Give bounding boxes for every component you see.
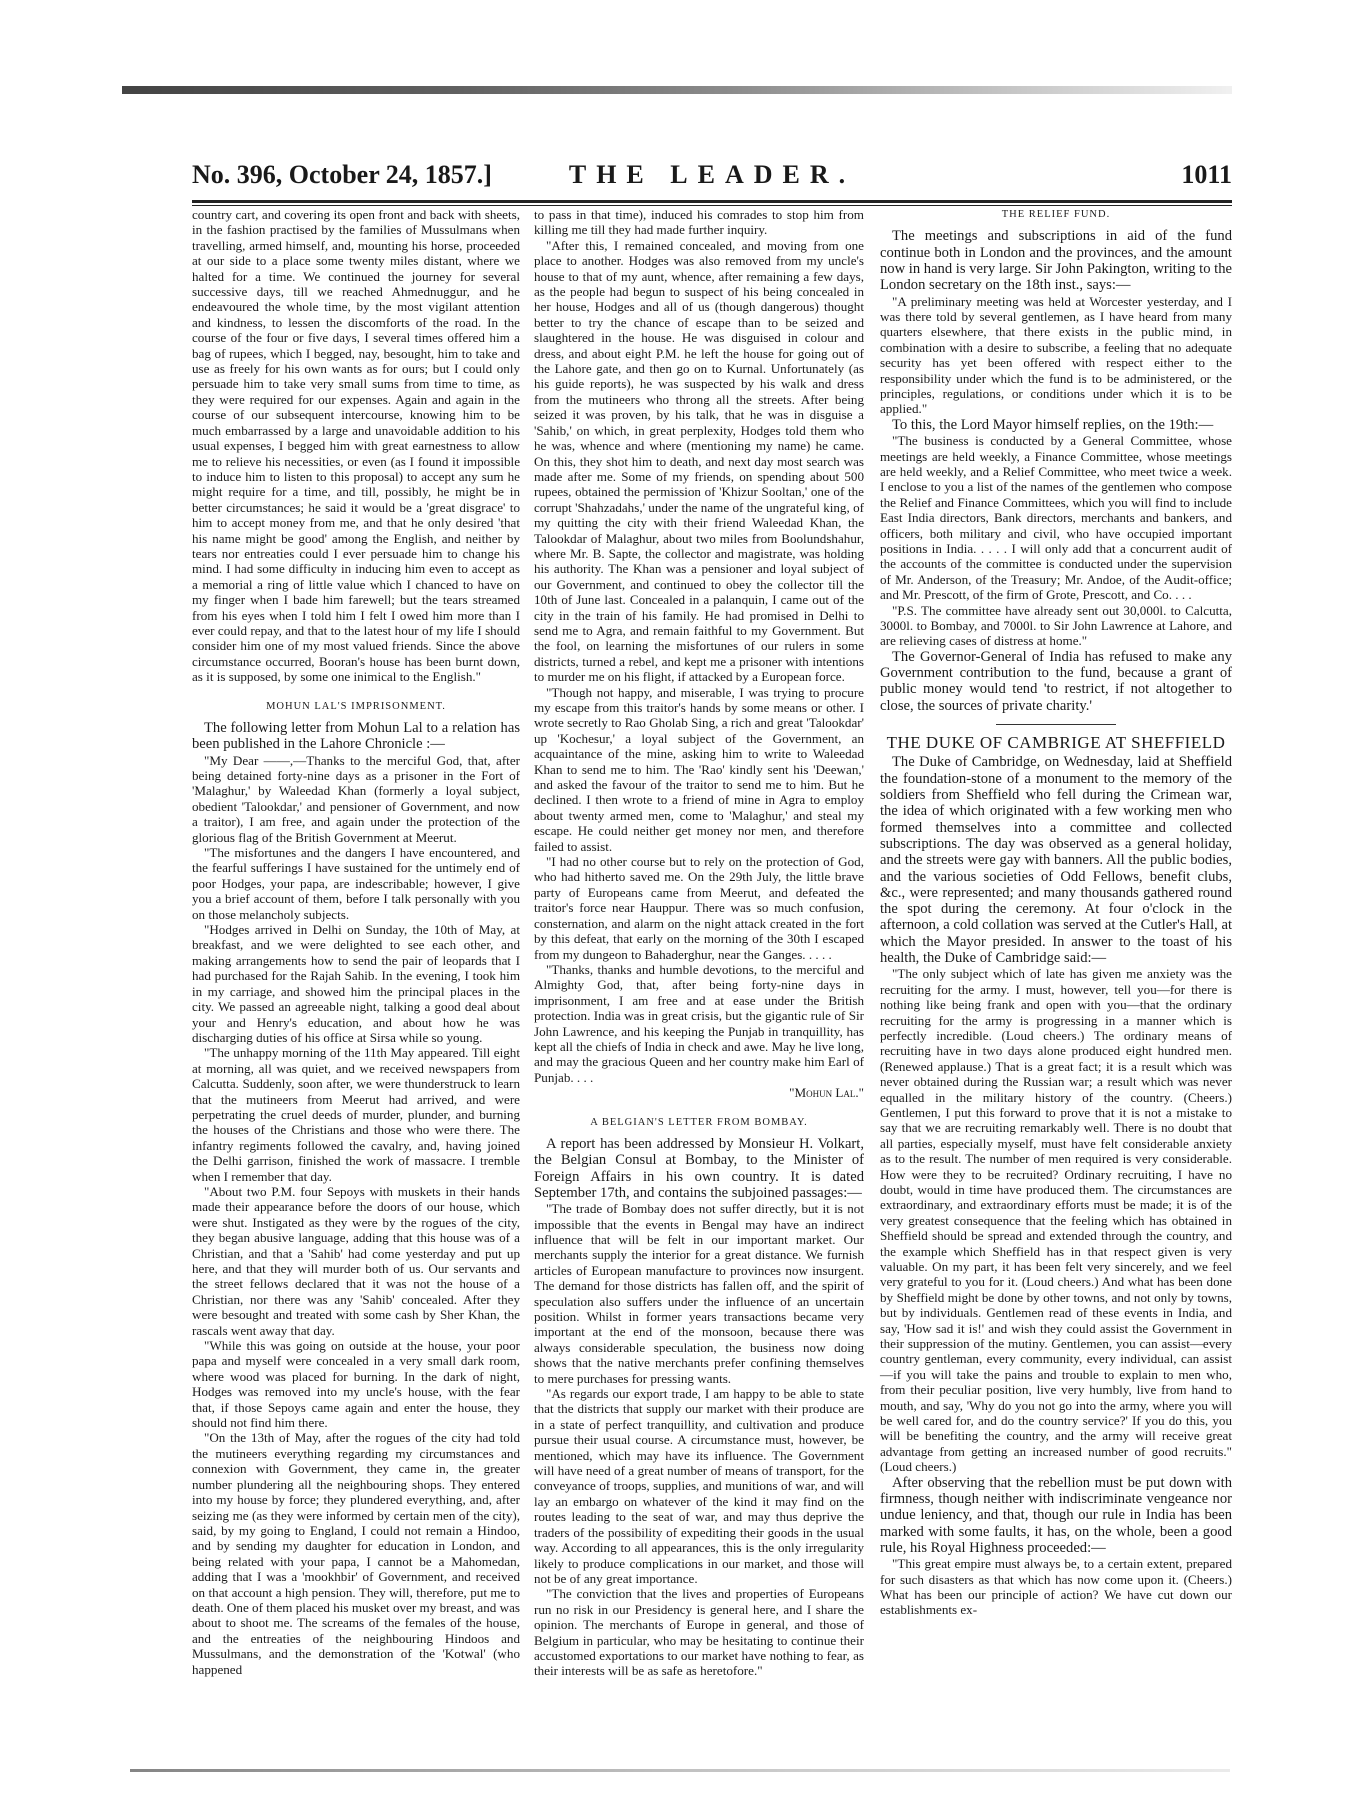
section-divider bbox=[996, 724, 1116, 725]
column-3 bbox=[880, 207, 1232, 1618]
paragraph: After observing that the rebellion must be put down with firmness, though neither with indiscriminate vengeance nor undue leniency, and that, though our rule in India has been marked with some faults, it has, on the whole, been a good rule, his Royal Highness proceeded:— bbox=[880, 1474, 1232, 1556]
paragraph: To this, the Lord Mayor himself replies, on the 19th:— bbox=[892, 416, 1214, 433]
section-heading: MOHUN LAL'S IMPRISONMENT. bbox=[266, 700, 446, 712]
column-2 bbox=[534, 207, 864, 1679]
paragraph: "The misfortunes and the dangers I have encountered, and the fearful sufferings I have sustained for the untimely end of poor Hodges, your papa, are indescribable; however, I give you a brief account of them, before I talk personally with you on those melancholy subjects. bbox=[192, 845, 520, 922]
paragraph: "After this, I remained concealed, and moving from one place to another. Hodges was also removed from my uncle's house to that of my aunt, whence, after remaining a few days, as the people had begun to suspect of his being concealed in her house, Hodges and all of us (though dangerous) thought better to try the chance of escape than to be seized and slaughtered in the house. He was disguised in colour and dress, and about eight P.M. he left the house for going out of the Lahore gate, and then go on to Kurnal. Unfortunately (as his guide reports), he was suspected by his walk and dress from the mutineers who throng all the streets. After being seized it was proven, by his talk, that he was in disguise a 'Sahib,' on which, in great perplexity, Hodges told them who he was, whence and where (mentioning my name) he came. On this, they shot him to death, and next day most search was made after me. Some of my friends, on spending about 500 rupees, obtained the permission of 'Khizur Sooltan,' one of the corrupt 'Shahzadahs,' under the name of the ungrateful king, of my quitting the city with their friend Waleedad Khan, the Talookdar of Malaghur, about two miles from Boolundshahur, where Mr. B. Sapte, the collector and magistrate, was holding his authority. The Khan was a pensioner and loyal subject of our Government, and continued to obey the collector till the 10th of June last. Concealed in a palanquin, I came out of the city in the train of his family. He had promised in Delhi to send me to Agra, and remain faithful to my Government. But the fool, on learning the misfortunes of our rulers in some districts, turned a rebel, and kept me a prisoner with intentions to murder me on his flight, if attacked by a European force. bbox=[534, 237, 864, 685]
paragraph: "The unhappy morning of the 11th May appeared. Till eight at morning, all was quiet, and we received newspapers from Calcutta. Suddenly, soon after, we were thunderstruck to learn that the mutineers from Meerut had arrived, and were perpetrating the cruel deeds of murder, plunder, and burning the houses of the Christians and those who were there. The infantry regiments followed the cavalry, and, having joined the Delhi garrison, finished the work of massacre. I tremble when I remember that day. bbox=[192, 1045, 520, 1184]
paragraph: "Though not happy, and miserable, I was trying to procure my escape from this traitor's hands by some means or other. I wrote secretly to Rao Gholab Sing, a rich and great 'Talookdar' up 'Kochesur,' a loyal subject of the Government, an acquaintance of the mine, asking him to write to Waleedad Khan to send me to him. The 'Rao' kindly sent his 'Deewan,' and asked the favour of the traitor to send me to him. But he declined. I then wrote to a friend of mine in Agra to employ about twenty armed men, come to 'Malaghur,' and steal my escape. He could neither get money nor men, and therefore failed to assist. bbox=[534, 684, 864, 854]
paragraph: "My Dear ——,—Thanks to the merciful God, that, after being detained forty-nine days as a prisoner in the Fort of 'Malaghur,' by Waleedad Khan (formerly a loyal subject, obedient 'Talookdar,' and pensioner of Government, and now a traitor), I am free, and again under the protection of the glorious flag of the British Government at Meerut. bbox=[192, 752, 520, 845]
paragraph: "P.S. The committee have already sent out 30,000l. to Calcutta, 3000l. to Bombay, and 7000l. to Sir John Lawrence at Lahore, and are relieving cases of distress at home." bbox=[880, 602, 1232, 649]
paragraph: "This great empire must always be, to a certain extent, prepared for such disasters as that which has now come upon it. (Cheers.) What has been our principle of action? We have cut down our establishments ex- bbox=[880, 1556, 1232, 1618]
page-number: 1011 bbox=[1181, 160, 1232, 189]
paragraph: "About two P.M. four Sepoys with muskets in their hands made their appearance before the doors of our house, which were shut. Instigated as they were by the rogues of the city, they began abusive language, adding that this house was of a Christian, and that a 'Sahib' had come yesterday and put up here, and that they will murder both of us. Our servants and the street fellows declared that it was not the house of a Christian, nor there was any 'Sahib' concealed. After they were besought and treated with some cash by Sher Khan, the rascals went away that day. bbox=[192, 1183, 520, 1338]
paragraph: The meetings and subscriptions in aid of the fund continue both in London and the provinces, and the amount now in hand is very large. Sir John Pakington, writing to the London secretary on the 18th inst., says:— bbox=[880, 228, 1232, 294]
issue-date: No. 396, October 24, 1857.] bbox=[192, 160, 492, 189]
paragraph: "Thanks, thanks and humble devotions, to the merciful and Almighty God, that, after being forty-nine days in imprisonment, I am free and at ease under the British protection. India was in great crisis, but the gigantic rule of Sir John Lawrence, and his keeping the Punjab in tranquillity, has kept all the chiefs of India in check and awe. May he live long, and may the gracious Queen and her country make him Earl of Punjab. . . . bbox=[534, 961, 864, 1085]
section-heading: THE DUKE OF CAMBRIGE AT SHEFFIELD bbox=[886, 733, 1226, 753]
newspaper-title: THE LEADER. bbox=[568, 160, 856, 189]
paragraph: to pass in that time), induced his comrades to stop him from killing me till they had made further inquiry. bbox=[534, 207, 864, 238]
section-heading: THE RELIEF FUND. bbox=[1001, 209, 1111, 220]
section-heading: A BELGIAN'S LETTER FROM BOMBAY. bbox=[590, 1116, 808, 1128]
paragraph: The Duke of Cambridge, on Wednesday, laid at Sheffield the foundation-stone of a monument to the memory of the soldiers from Sheffield who fell during the Crimean war, the idea of which originated with a few working men who formed themselves into a committee and collected subscriptions. The day was observed as a general holiday, and the streets were gay with banners. All the public bodies, and the various societies of Odd Fellows, benefit clubs, &c., were represented; and many thousands gathered round the spot during the ceremony. At four o'clock in the afternoon, a cold collation was served at the Cutler's Hall, at which the Mayor presided. In answer to the toast of his health, the Duke of Cambridge said:— bbox=[880, 754, 1232, 966]
paragraph: "The trade of Bombay does not suffer directly, but it is not impossible that the events in Bengal may have an indirect influence that will be felt in our important market. Our merchants supply the interior for a great distance. We furnish articles of European manufacture to provinces now insurgent. The demand for those districts has fallen off, and the spirit of speculation also suffers under the influence of an uncertain position. Whilst in former years transactions became very important at the end of the monsoon, because there was always considerable speculation, the business now doing shows that the native merchants prefer confining themselves to mere purchases for pressing wants. bbox=[534, 1201, 864, 1386]
bottom-decorative-rule bbox=[130, 1769, 1230, 1772]
paragraph: The Governor-General of India has refused to make any Government contribution to the fund, because a grant of public money would tend 'to restrict, if not altogether to close, the sources of private charity.' bbox=[880, 648, 1232, 714]
paragraph: "Hodges arrived in Delhi on Sunday, the 10th of May, at breakfast, and we were delighted to see each other, and making arrangements how to send the pair of leopards that I had purchased for the Rajah Sahib. In the evening, I took him in my carriage, and showed him the principal places in the city. We passed an agreeable night, talking a good deal about your and Henry's education, and about how he was discharging duties of his office at Sirsa while so young. bbox=[192, 922, 520, 1045]
paragraph: "The only subject which of late has given me anxiety was the recruiting for the army. I must, however, tell you—for there is nothing like being frank and open with you—that the ordinary recruiting for the army is progressing in a manner which is perfectly incredible. (Loud cheers.) The ordinary means of recruiting have in two days alone produced eight hundred men. (Renewed applause.) That is a great fact; it is a result which was never obtained during the Russian war; a result which was never equalled in the military history of the country. (Cheers.) Gentlemen, I put this forward to prove that it is not a mistake to say that we are recruiting remarkably well. There is no doubt that all parties, especially myself, must have felt considerable anxiety as to the result. The number of men required is very considerable. How were they to be recruited? Ordinary recruiting, I have no doubt, would in time have produced them. The circumstances are extraordinary, and extraordinary efforts must be made; it is of the very greatest consequence that the feeling which has obtained in Sheffield should be spread and extended through the country, and the example which Sheffield has in that respect given is very valuable. On my part, it has been felt very sincerely, and we feel very grateful to you for it. (Loud cheers.) And what has been done by Sheffield might be done by other towns, and not only by towns, but by individuals. Gentlemen read of these events in India, and say, 'How sad it is!' and wish they could assist the Government in their suppression of the mutiny. Gentlemen, you can assist—every country gentleman, every community, every individual, can assist—if you will take the pains and trouble to explain to men who, from their peculiar position, live very humbly, live from hand to mouth, and say, 'Why do you not go into the army, where you will be well cared for, and do the country service?' If you do this, you will be benefiting the country, and the army will receive great advantage from getting an increased number of good recruits." (Loud cheers.) bbox=[880, 966, 1232, 1475]
paragraph: "I had no other course but to rely on the protection of God, who had hitherto saved me. On the 29th July, the little brave party of Europeans came from Meerut, and defeated the traitor's force near Hauppur. There was so much confusion, consternation, and alarm on the night attack created in the fort by this defeat, that early on the morning of the 30th I escaped from my dungeon to Bahaderghur, near the Ganges. . . . . bbox=[534, 854, 864, 962]
paragraph: "The business is conducted by a General Committee, whose meetings are held weekly, a Finance Committee, whose meetings are held weekly, and a Relief Committee, who meet twice a week. I enclose to you a list of the names of the gentlemen who compose the Relief and Finance Committees, which you will find to include East India directors, Bank directors, merchants and bankers, and officers, both military and civil, who have occupied important positions in India. . . . . I will only add that a concurrent audit of the accounts of the committee is conducted under the supervision of Mr. Anderson, of the Treasury; Mr. Andoe, of the Audit-office; and Mr. Prescott, of the firm of Grote, Prescott, and Co. . . . bbox=[880, 433, 1232, 603]
paragraph: "On the 13th of May, after the rogues of the city had told the mutineers everything regarding my circumstances and connexion with Government, they came in, the greater number plundering all the neighbouring shops. They entered into my house by force; they plundered everything, and, after seizing me (as they were informed by certain men of the city), said, by my going to England, I could not remain a Hindoo, and by sending my daughter for education in London, and being related with your papa, I cannot be a Mahomedan, adding that I was a 'mookhbir' of Government, and received on that account a high pension. They will, therefore, put me to death. One of them placed his musket over my breast, and was about to shoot me. The screams of the females of the house, and the entreaties of the neighbouring Hindoos and Mussulmans, and the demonstration of the 'Kotwal' (who happened bbox=[192, 1430, 520, 1677]
paragraph: The following letter from Mohun Lal to a relation has been published in the Lahore Chronicle :— bbox=[192, 720, 520, 753]
paragraph: "While this was going on outside at the house, your poor papa and myself were concealed in a very small dark room, where wood was placed for burning. In the dark of night, Hodges was removed into my uncle's house, with the fear that, if those Sepoys came again and enter the house, they should not find him there. bbox=[192, 1338, 520, 1431]
masthead-rule bbox=[192, 200, 1232, 206]
column-1 bbox=[192, 207, 520, 1677]
paragraph: "The conviction that the lives and properties of Europeans run no risk in our Presidency is general here, and I share the opinion. The merchants of Europe in general, and those of Belgium in particular, who may be hesitating to continue their accustomed exportations to our market have nothing to fear, as their interests will be as safe as heretofore." bbox=[534, 1586, 864, 1679]
top-decorative-rule bbox=[122, 86, 1232, 94]
paragraph: country cart, and covering its open front and back with sheets, in the fashion practised by the families of Mussulmans when travelling, armed himself, and, mounting his horse, proceeded at our side to a place some twenty miles distant, where we halted for a time. We continued the journey for several successive days, till we reached Ahmednuggur, and he endeavoured the whole time, by the most vigilant attention and kindness, to lessen the discomforts of the road. In the course of the four or five days, I several times offered him a bag of rupees, which I begged, nay, besought, him to take and use as freely for his own wants as for ours; but I could only persuade him to take very small sums from time to time, as they were required for our expenses. Again and again in the course of our subsequent intercourse, knowing him to be much embarrassed by a large and unavoidable addition to his usual expenses, I begged him with great earnestness to allow me to relieve his necessities, or even (as I found it impossible to induce him to listen to this proposal) to accept any sum he might require for a time, and till, possibly, he might be in better circumstances; he said it would be a 'great disgrace' to him to accept money from me, and that he only desired 'that his name might be good' among the English, and neither by tears nor entreaties could I ever persuade him to change his mind. I had some difficulty in inducing him even to accept as a memorial a ring of little value which I chanced to have on my finger when I bade him farewell; but the tears streamed from his eyes when I told him I felt I owed him more than I ever could repay, and that to the latest hour of my life I should consider him one of my most valued friends. Since the above circumstance occurred, Booran's house has been burnt down, as it is supposed, by some one inimical to the English." bbox=[192, 207, 520, 685]
paragraph: "As regards our export trade, I am happy to be able to state that the districts that supply our market with their produce are in a state of perfect tranquillity, and cultivation and produce pursue their usual course. A circumstance must, however, be mentioned, which may have its influence. The Government will have need of a great number of means of transport, for the conveyance of troops, supplies, and munitions of war, and will lay an embargo on whatever of the kind it may find on the routes leading to the seat of war, and may thus deprive the traders of the possibility of expediting their goods in the usual way. According to all appearances, this is the only irregularity likely to produce complications in our market, and those will not be of any great importance. bbox=[534, 1386, 864, 1586]
signature: "Mohun Lal." bbox=[789, 1085, 864, 1101]
paragraph: "A preliminary meeting was held at Worcester yesterday, and I was there told by several gentlemen, as I have heard from many quarters elsewhere, that there exists in the public mind, in combination with a desire to subscribe, a feeling that no adequate security has yet been offered with respect either to the responsibility under which the fund is to be administered, or the principles, regulations, or conditions under which it is to be applied." bbox=[880, 293, 1232, 417]
masthead bbox=[192, 156, 1232, 196]
paragraph: A report has been addressed by Monsieur H. Volkart, the Belgian Consul at Bombay, to the Minister of Foreign Affairs in his own country. It is dated September 17th, and contains the subjoined passages:— bbox=[534, 1135, 864, 1201]
